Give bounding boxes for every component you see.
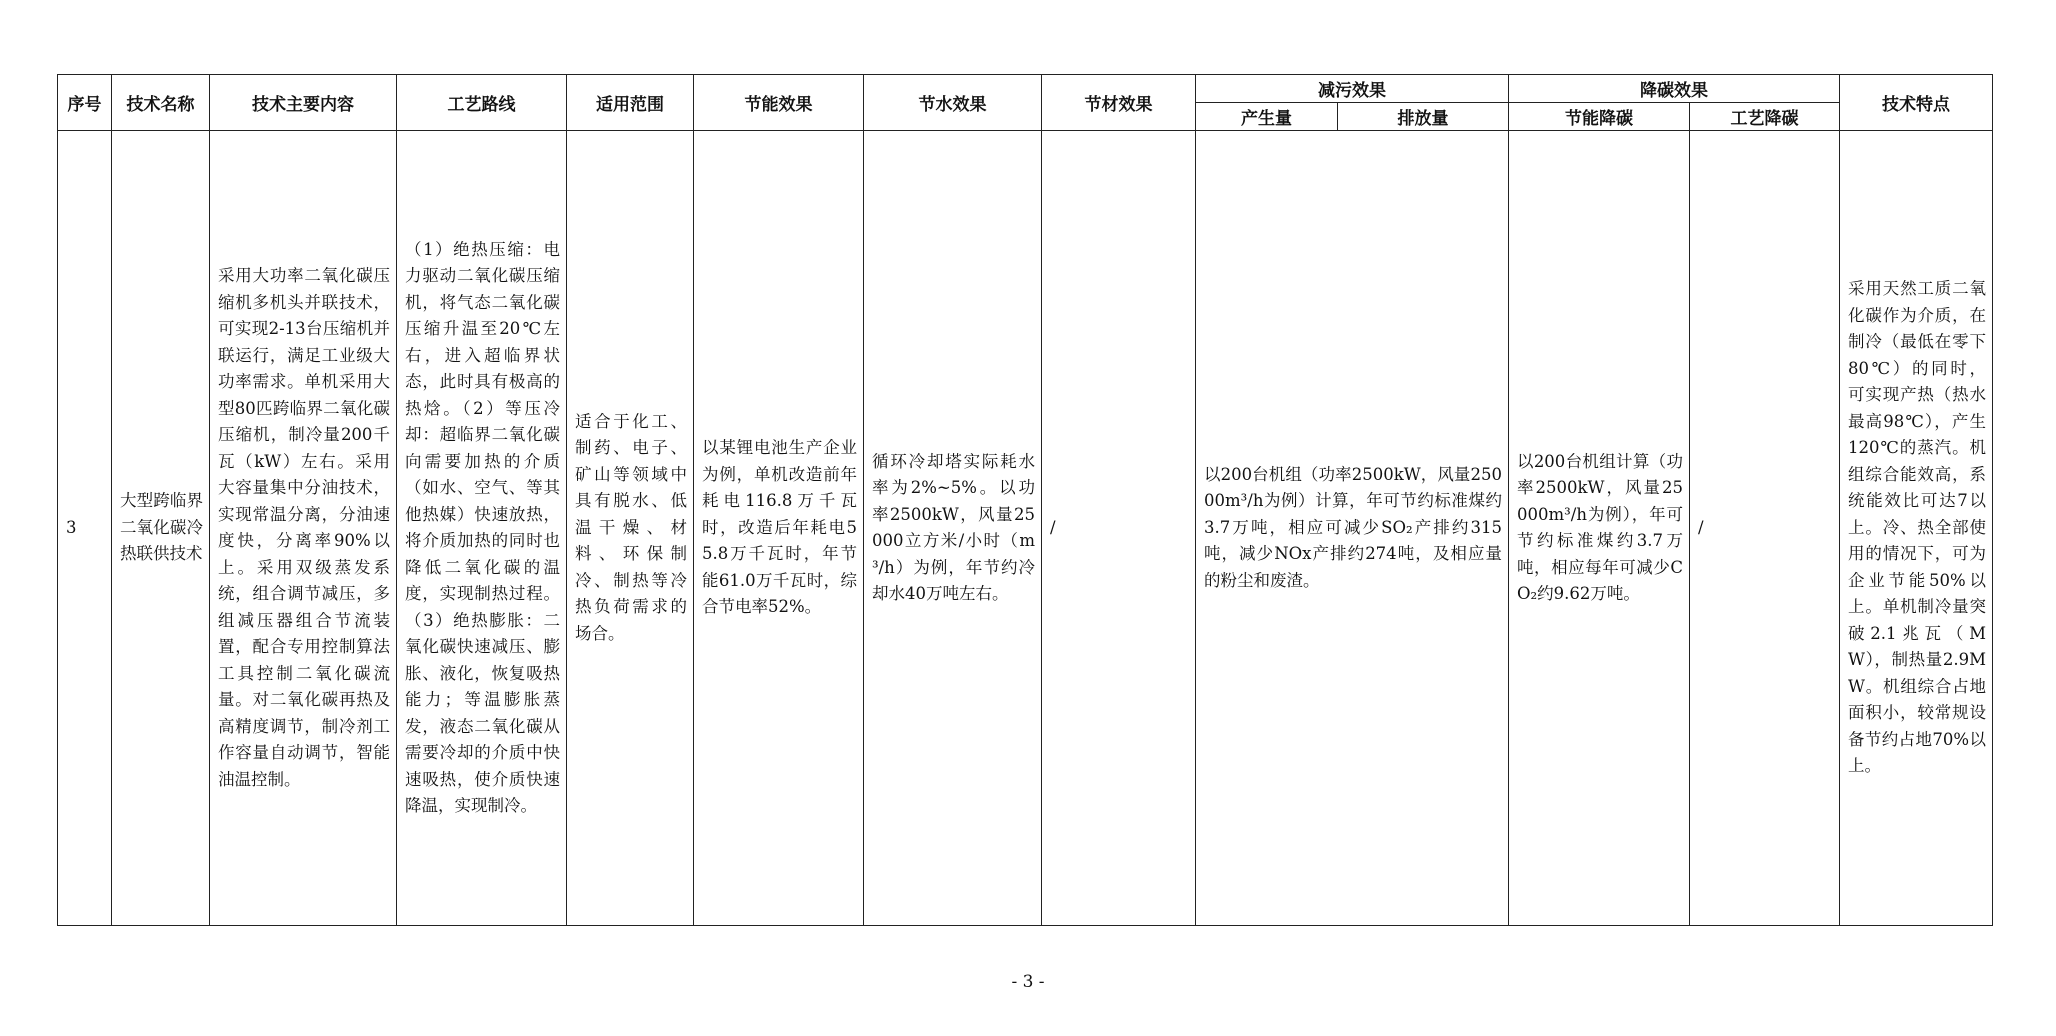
carbon-process-text: / [1698, 517, 1704, 537]
cell-scope [567, 131, 694, 926]
header-pollution-emit: 排放量 [1338, 103, 1509, 131]
technology-table [57, 74, 1993, 926]
water-effect-text: 循环冷却塔实际耗水率为2%~5%。以功率2500kW，风量25000立方米/小时（m³/h）为例，年节约冷却水40万吨左右。 [872, 451, 1035, 603]
header-carbon: 降碳效果 [1509, 75, 1840, 103]
cell-carbon-energy [1509, 131, 1690, 926]
cell-water [864, 131, 1042, 926]
header-material: 节材效果 [1042, 75, 1196, 131]
header-carbon-process: 工艺降碳 [1690, 103, 1840, 131]
cell-content [210, 131, 397, 926]
scope-text: 适合于化工、制药、电子、矿山等领域中具有脱水、低温干燥、材料、环保制冷、制热等冷热负荷需求的场合。 [575, 411, 687, 643]
header-pollution: 减污效果 [1196, 75, 1509, 103]
cell-material [1042, 131, 1196, 926]
cell-features [1840, 131, 1993, 926]
process-route-text: （1）绝热压缩：电力驱动二氧化碳压缩机，将气态二氧化碳压缩升温至20℃左右，进入超临界状态，此时具有极高的热焓。（2）等压冷却：超临界二氧化碳向需要加热的介质（如水、空气、等其他热媒）快速放热，将介质加热的同时也降低二氧化碳的温度，实现制热过程。（3）绝热膨胀：二氧化碳快速减压、膨胀、液化，恢复吸热能力；等温膨胀蒸发，液态二氧化碳从需要冷却的介质中快速吸热，使介质快速降温，实现制冷。 [405, 239, 560, 815]
header-content: 技术主要内容 [210, 75, 397, 131]
technology-name: 大型跨临界二氧化碳冷热联供技术 [120, 491, 203, 564]
page-number: - 3 - [1011, 972, 1045, 992]
header-scope: 适用范围 [567, 75, 694, 131]
header-name: 技术名称 [112, 75, 210, 131]
header-water: 节水效果 [864, 75, 1042, 131]
pollution-effect-text: 以200台机组（功率2500kW，风量25000m³/h为例）计算，年可节约标准煤约3.7万吨，相应可减少SO₂产排约315吨，减少NOx产排约274吨，及相应量的粉尘和废渣。 [1204, 464, 1502, 590]
main-content-text: 采用大功率二氧化碳压缩机多机头并联技术，可实现2-13台压缩机并联运行，满足工业级大功率需求。单机采用大型80匹跨临界二氧化碳压缩机，制冷量200千瓦（kW）左右。采用大容量集中分油技术，实现常温分离，分油速度快，分离率90%以上。采用双级蒸发系统，组合调节减压，多组减压器组合节流装置，配合专用控制算法工具控制二氧化碳流量。对二氧化碳再热及高精度调节，制冷剂工作容量自动调节，智能油温控制。 [218, 266, 390, 789]
header-pollution-gen: 产生量 [1196, 103, 1338, 131]
header-features: 技术特点 [1840, 75, 1993, 131]
carbon-energy-text: 以200台机组计算（功率2500kW，风量25000m³/h为例），年可节约标准煤约3.7万吨，相应每年可减少CO₂约9.62万吨。 [1517, 451, 1683, 603]
cell-carbon-process [1690, 131, 1840, 926]
features-text: 采用天然工质二氧化碳作为介质，在制冷（最低在零下80℃）的同时，可实现产热（热水最高98℃），产生120℃的蒸汽。机组综合能效高，系统能效比可达7以上。冷、热全部使用的情况下，可为企业节能50%以上。单机制冷量突破2.1兆瓦（MW），制热量2.9MW。机组综合占地面积小，较常规设备节约占地70%以上。 [1848, 279, 1986, 776]
cell-seq [58, 131, 112, 926]
cell-name [112, 131, 210, 926]
header-route: 工艺路线 [397, 75, 567, 131]
material-effect-text: / [1050, 517, 1056, 537]
cell-route [397, 131, 567, 926]
table-row [58, 131, 1993, 926]
seq-text: 3 [66, 517, 77, 537]
header-seq: 序号 [58, 75, 112, 131]
header-carbon-energy: 节能降碳 [1509, 103, 1690, 131]
header-energy: 节能效果 [694, 75, 864, 131]
cell-energy [694, 131, 864, 926]
energy-effect-text: 以某锂电池生产企业为例，单机改造前年耗电116.8万千瓦时，改造后年耗电55.8万千瓦时，年节能61.0万千瓦时，综合节电率52%。 [702, 438, 857, 617]
cell-pollution [1196, 131, 1509, 926]
